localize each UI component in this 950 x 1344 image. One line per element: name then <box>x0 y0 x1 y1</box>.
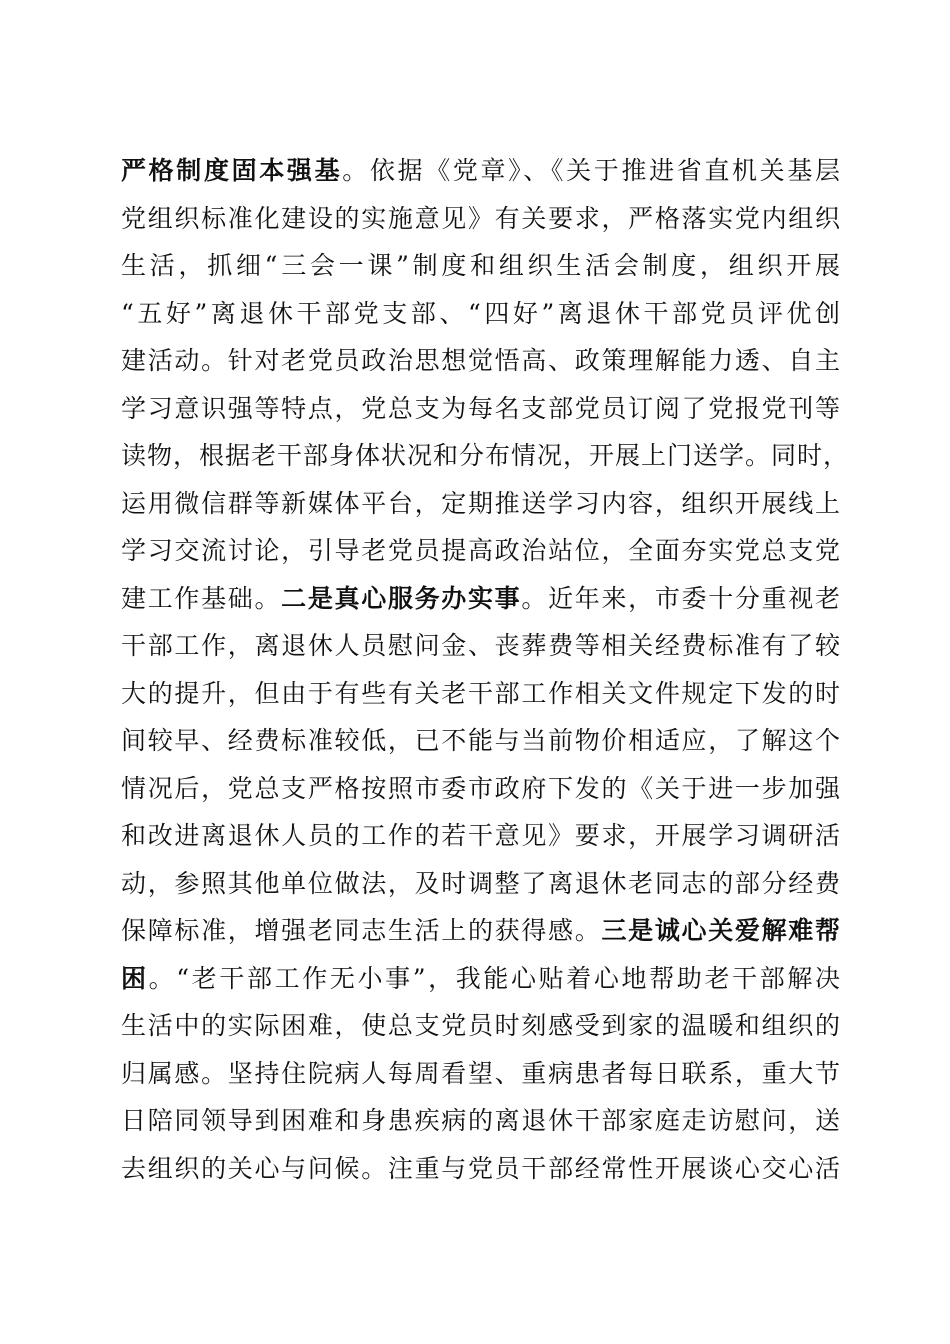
text-line <box>121 812 841 860</box>
text-line <box>121 575 841 623</box>
body-text: 运用微信群等新媒体平台，定期推送学习内容，组织开展线上 <box>121 488 841 518</box>
text-line <box>121 147 841 195</box>
body-text: 日陪同领导到困难和身患疾病的离退休干部家庭走访慰问，送 <box>121 1106 841 1135</box>
text-line <box>121 195 841 243</box>
text-line <box>121 1097 841 1145</box>
text-line <box>121 955 841 1003</box>
text-line <box>121 622 841 670</box>
bold-heading-text: 严格制度固本强基 <box>121 156 343 185</box>
body-text: 大的提升，但由于有些有关老干部工作相关文件规定下发的时 <box>121 678 841 708</box>
body-text: 间较早、经费标准较低，已不能与当前物价相适应，了解这个 <box>121 726 841 755</box>
body-text: 生活中的实际困难，使总支党员时刻感受到家的温暖和组织的 <box>121 1011 841 1040</box>
body-text: 。近年来，市委十分重视老 <box>521 583 841 613</box>
body-paragraph <box>121 147 850 1192</box>
body-text: 和改进离退休人员的工作的若干意见》要求，开展学习调研活 <box>121 821 841 850</box>
body-text: “五好”离退休干部党支部、“四好”离退休干部党员评优创 <box>121 298 841 328</box>
body-text: 。依据《党章》、《关于推进省直机关基层 <box>342 156 841 185</box>
body-text: 学习意识强等特点，党总支为每名支部党员订阅了党报党刊等 <box>121 393 841 423</box>
body-text: 去组织的关心与问候。注重与党员干部经常性开展谈心交心活 <box>121 1153 841 1183</box>
body-text: 情况后，党总支严格按照市委市政府下发的《关于进一步加强 <box>121 773 841 803</box>
text-line <box>121 242 841 290</box>
body-text: 建活动。针对老党员政治思想觉悟高、政策理解能力透、自主 <box>121 346 841 375</box>
body-text: 干部工作，离退休人员慰问金、丧葬费等相关经费标准有了较 <box>121 631 841 660</box>
text-line <box>121 765 841 813</box>
text-line <box>121 337 841 385</box>
text-line <box>121 480 841 528</box>
body-text: 生活，抓细“三会一课”制度和组织生活会制度，组织开展 <box>121 251 841 280</box>
text-line <box>121 670 841 718</box>
text-line <box>121 432 850 480</box>
text-line <box>121 860 841 908</box>
text-line <box>121 385 841 433</box>
body-text: 读物，根据老干部身体状况和分布情况，开展上门送学。同时， <box>121 441 850 470</box>
body-text: 动，参照其他单位做法，及时调整了离退休老同志的部分经费 <box>121 868 841 898</box>
text-line <box>121 290 841 338</box>
body-text: 保障标准，增强老同志生活上的获得感。 <box>121 916 602 945</box>
bold-heading-text: 二是真心服务办实事 <box>281 583 522 613</box>
body-text: 学习交流讨论，引导老党员提高政治站位，全面夯实党总支党 <box>121 536 841 565</box>
body-text: 归属感。坚持住院病人每周看望、重病患者每日联系，重大节 <box>121 1058 841 1088</box>
text-line <box>121 1145 841 1193</box>
bold-heading-text: 困 <box>121 963 149 993</box>
text-line <box>121 1050 841 1098</box>
body-text: 党组织标准化建设的实施意见》有关要求，严格落实党内组织 <box>121 203 841 233</box>
body-text: 建工作基础。 <box>121 583 282 613</box>
text-line <box>121 907 841 955</box>
bold-heading-text: 三是诚心关爱解难帮 <box>601 916 841 945</box>
body-text: 。“老干部工作无小事”，我能心贴着心地帮助老干部解决 <box>148 963 841 993</box>
text-line <box>121 527 841 575</box>
text-line <box>121 717 841 765</box>
text-line <box>121 1002 841 1050</box>
